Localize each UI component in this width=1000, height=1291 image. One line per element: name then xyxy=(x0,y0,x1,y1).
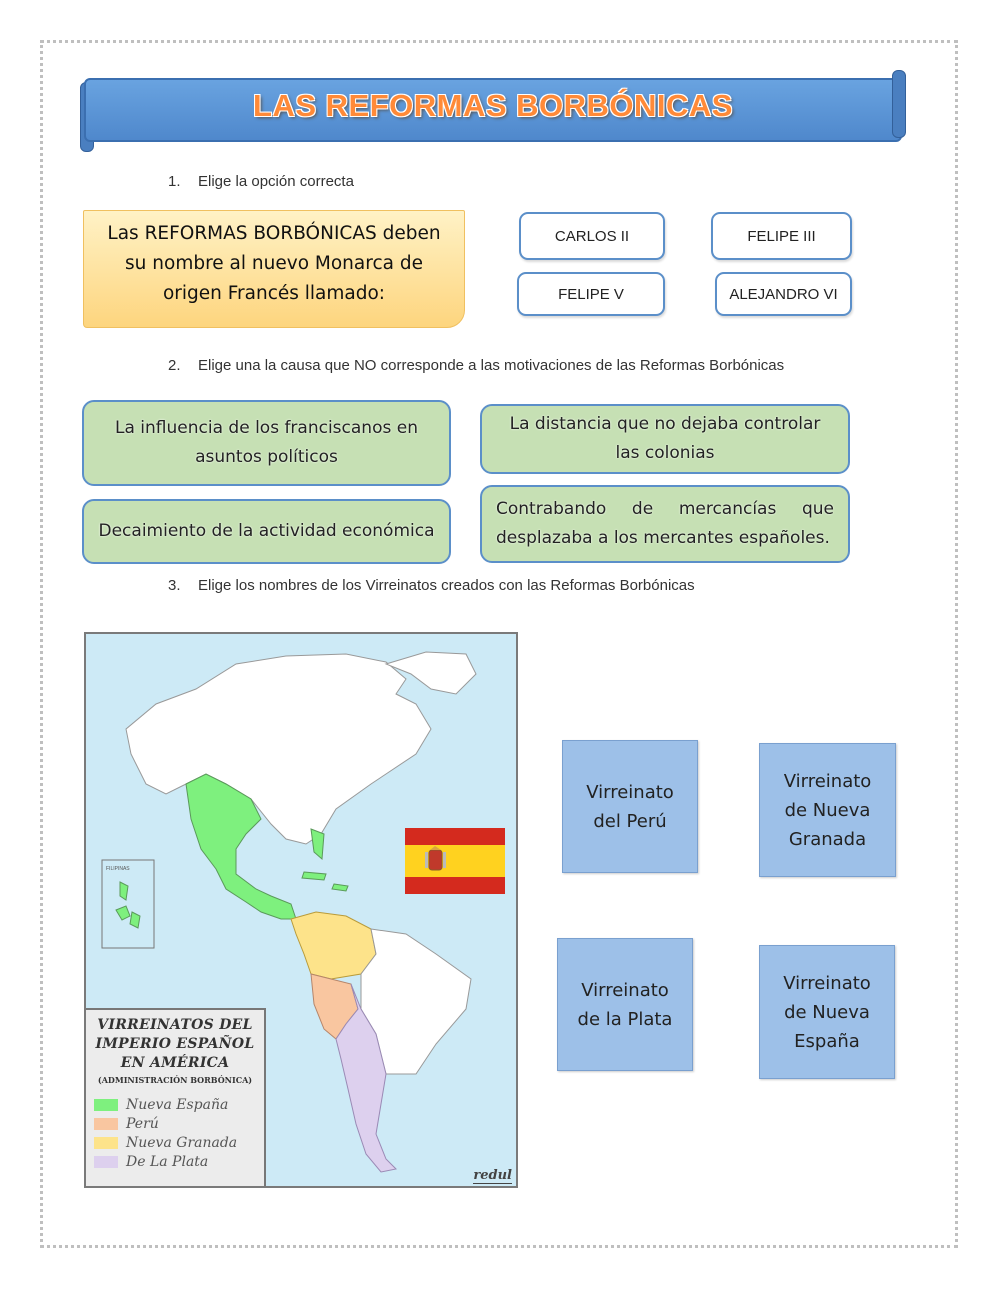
q1-option-alejandro-vi[interactable]: ALEJANDRO VI xyxy=(715,272,852,316)
question-1-instruction xyxy=(168,173,354,190)
map-legend xyxy=(86,1008,266,1188)
q1-option-felipe-v[interactable]: FELIPE V xyxy=(517,272,665,316)
legend-label: Perú xyxy=(126,1115,159,1132)
florida-region xyxy=(311,829,324,859)
q3-option-peru[interactable] xyxy=(562,740,698,873)
question-2-text: Elige una la causa que NO corresponde a las motivaciones de las Reformas Borbónicas xyxy=(198,357,785,374)
q3-option-nueva-espana-label: Virreinato de Nueva España xyxy=(783,972,871,1052)
legend-list xyxy=(86,1095,264,1171)
q3-option-nueva-granada[interactable] xyxy=(759,743,896,877)
question-1-statement: Las REFORMAS BORBÓNICAS deben su nombre al nuevo Monarca de origen Francés llamado: xyxy=(83,210,465,328)
legend-swatch xyxy=(94,1118,118,1130)
legend-label: De La Plata xyxy=(126,1153,209,1170)
q2-option-decaimiento[interactable]: Decaimiento de la actividad económica xyxy=(82,499,451,564)
nueva-granada-region xyxy=(291,912,376,979)
question-2-instruction xyxy=(168,357,784,374)
q3-option-nueva-granada-label: Virreinato de Nueva Granada xyxy=(783,770,872,850)
question-3-number: 3. xyxy=(168,577,181,594)
question-1-text: Elige la opción correcta xyxy=(198,173,354,190)
q3-option-la-plata-label: Virreinato de la Plata xyxy=(577,979,673,1030)
legend-item xyxy=(94,1152,264,1171)
q2-option-contrabando[interactable]: Contrabando de mercancías que desplazaba a los mercantes españoles. xyxy=(480,485,850,563)
question-2-number: 2. xyxy=(168,357,181,374)
question-3-instruction xyxy=(168,577,695,594)
legend-swatch xyxy=(94,1156,118,1168)
q3-option-nueva-espana[interactable] xyxy=(759,945,895,1079)
spain-flag-icon xyxy=(405,828,505,894)
q2-option-franciscanos[interactable]: La influencia de los franciscanos en asuntos políticos xyxy=(82,400,451,486)
legend-item xyxy=(94,1114,264,1133)
caribbean-islands xyxy=(302,872,348,891)
page-title: LAS REFORMAS BORBÓNICAS xyxy=(253,88,733,123)
q1-option-felipe-iii[interactable]: FELIPE III xyxy=(711,212,852,260)
legend-title: VIRREINATOS DEL IMPERIO ESPAÑOL EN AMÉRICA xyxy=(95,1017,255,1071)
filipinas-label: FILIPINAS xyxy=(106,866,130,872)
filipinas-inset xyxy=(102,860,154,948)
legend-label: Nueva Granada xyxy=(126,1134,238,1151)
map-credit: redul xyxy=(473,1168,512,1183)
legend-label: Nueva España xyxy=(126,1096,229,1113)
q3-option-peru-label: Virreinato del Perú xyxy=(586,781,674,832)
legend-swatch xyxy=(94,1099,118,1111)
legend-subtitle: (ADMINISTRACIÓN BORBÓNICA) xyxy=(97,1075,253,1085)
north-america-land xyxy=(126,654,431,844)
q1-option-carlos-ii[interactable]: CARLOS II xyxy=(519,212,665,260)
legend-item xyxy=(94,1133,264,1152)
question-3-text: Elige los nombres de los Virreinatos creados con las Reformas Borbónicas xyxy=(198,577,695,594)
legend-item xyxy=(94,1095,264,1114)
question-1-number: 1. xyxy=(168,173,181,190)
legend-swatch xyxy=(94,1137,118,1149)
q3-option-la-plata[interactable] xyxy=(557,938,693,1071)
q2-option-distancia[interactable]: La distancia que no dejaba controlar las colonias xyxy=(480,404,850,474)
viceroyalties-map xyxy=(84,632,518,1188)
